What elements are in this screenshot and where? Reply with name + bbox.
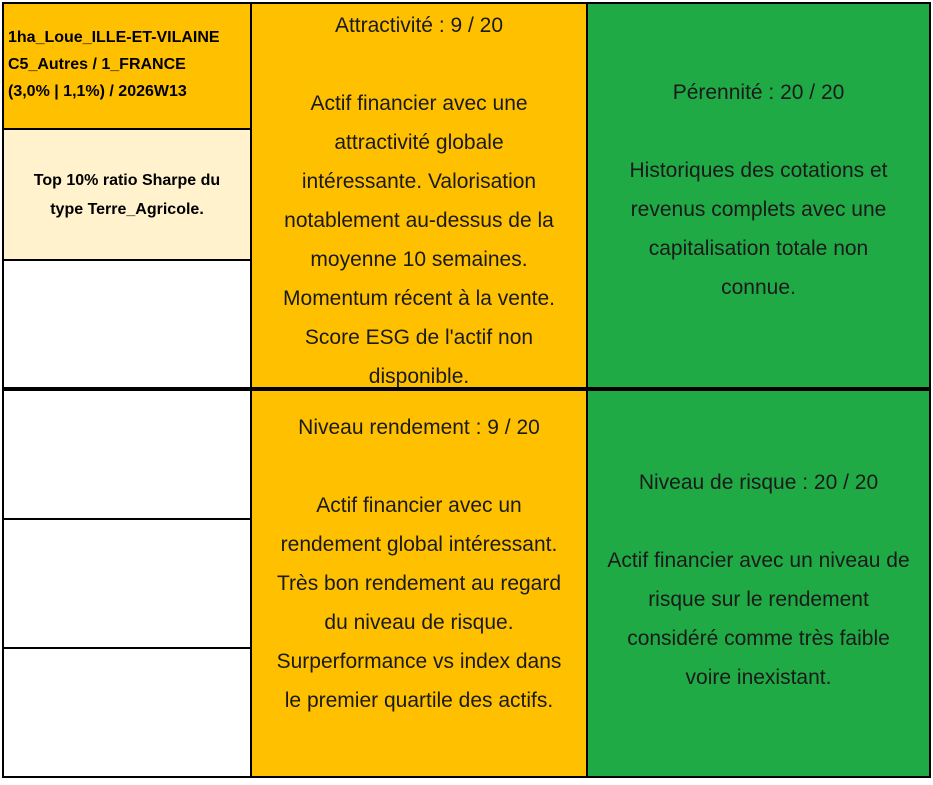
asset-title-cell	[2, 2, 252, 130]
attractivite-text-line: moyenne 10 semaines.	[310, 248, 528, 271]
perennite-score: Pérennité : 20 / 20	[672, 80, 845, 104]
attractivite-score: Attractivité : 9 / 20	[334, 14, 504, 37]
asset-title-line-2: C5_Autres / 1_FRANCE	[8, 56, 186, 73]
rendement-text-line: le premier quartile des actifs.	[284, 688, 554, 712]
empty-cell-1	[2, 259, 252, 389]
attractivite-text-line: disponible.	[368, 365, 470, 388]
perennite-cell	[586, 2, 931, 389]
perennite-text-line: capitalisation totale non	[648, 236, 869, 260]
sharpe-note-line-1: Top 10% ratio Sharpe du	[33, 171, 221, 189]
risque-text-line: risque sur le rendement	[648, 587, 869, 611]
risque-text-line: Actif financier avec un niveau de	[607, 548, 910, 572]
rendement-text-line: Surperformance vs index dans	[276, 649, 562, 673]
empty-cell-2	[2, 389, 252, 520]
attractivite-text-line: Actif financier avec une	[310, 92, 528, 115]
empty-cell-4	[2, 647, 252, 778]
attractivite-cell	[250, 2, 588, 389]
rendement-cell	[250, 389, 588, 778]
attractivite-text-line: notablement au-dessus de la	[284, 209, 554, 232]
risque-cell	[586, 389, 931, 778]
rendement-text-line: Actif financier avec un	[316, 493, 522, 517]
risque-text-line: voire inexistant.	[685, 665, 832, 689]
risque-text-line: considéré comme très faible	[627, 626, 890, 650]
attractivite-text-line: Score ESG de l'actif non	[304, 326, 534, 349]
perennite-text-line: revenus complets avec une	[630, 197, 887, 221]
empty-cell-3	[2, 518, 252, 649]
perennite-text-line: Historiques des cotations et	[629, 158, 888, 182]
sharpe-note-cell	[2, 128, 252, 261]
rendement-text-line: du niveau de risque.	[324, 610, 514, 634]
asset-title-line-1: 1ha_Loue_ILLE-ET-VILAINE	[8, 29, 220, 46]
rendement-text-line: Très bon rendement au regard	[276, 571, 562, 595]
rendement-score: Niveau rendement : 9 / 20	[298, 415, 540, 439]
attractivite-text-line: Momentum récent à la vente.	[283, 287, 555, 310]
risque-score: Niveau de risque : 20 / 20	[638, 470, 879, 494]
rendement-text-line: rendement global intéressant.	[280, 532, 558, 556]
asset-title-line-3: (3,0% | 1,1%) / 2026W13	[8, 83, 187, 100]
attractivite-text-line: attractivité globale	[334, 131, 504, 154]
sharpe-note-line-2: type Terre_Agricole.	[50, 200, 204, 218]
perennite-text-line: connue.	[721, 275, 796, 299]
attractivite-text-line: intéressante. Valorisation	[301, 170, 537, 193]
